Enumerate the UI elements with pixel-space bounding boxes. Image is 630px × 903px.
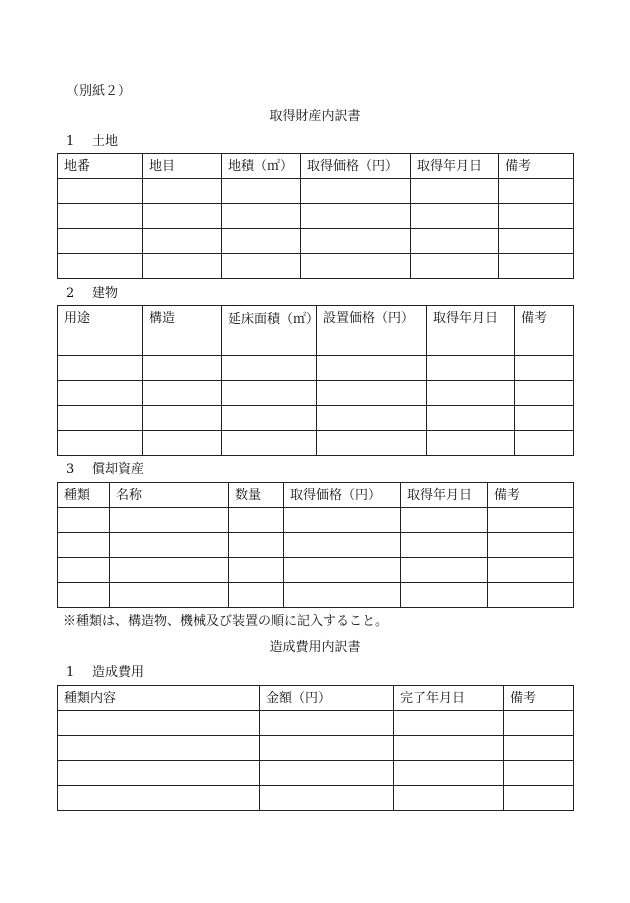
header-cell: 備考 <box>515 306 574 356</box>
section-building-title: 建物 <box>92 286 119 301</box>
table-row <box>58 381 574 406</box>
table-header-row <box>58 686 574 711</box>
table-row <box>58 583 574 608</box>
annex-label: （別紙２） <box>66 84 132 99</box>
header-cell: 種類内容 <box>58 686 260 711</box>
header-cell: 取得価格（円） <box>301 154 411 179</box>
document-title-2: 造成費用内訳書 <box>269 640 361 655</box>
section-land-title: 土地 <box>92 134 119 149</box>
table-row <box>58 179 574 204</box>
header-cell: 種類 <box>58 483 110 508</box>
section-assets-title: 償却資産 <box>92 462 145 477</box>
header-cell: 設置価格（円） <box>317 306 427 356</box>
header-cell: 用途 <box>58 306 143 356</box>
table-row <box>58 736 574 761</box>
section-building-number: 2 <box>66 286 75 301</box>
header-cell: 取得年月日 <box>411 154 499 179</box>
header-cell: 地目 <box>143 154 222 179</box>
table-row <box>58 761 574 786</box>
table-header-row <box>58 154 574 179</box>
header-cell: 金額（円） <box>260 686 394 711</box>
header-cell: 取得価格（円） <box>284 483 401 508</box>
header-cell: 名称 <box>110 483 229 508</box>
table-row <box>58 254 574 279</box>
table-row <box>58 786 574 811</box>
table-row <box>58 204 574 229</box>
header-cell: 構造 <box>143 306 222 356</box>
header-cell: 取得年月日 <box>401 483 488 508</box>
header-cell: 地積（㎡） <box>222 154 301 179</box>
section-land-number: 1 <box>66 134 75 149</box>
section-cost-title: 造成費用 <box>92 665 145 680</box>
table-row <box>58 431 574 456</box>
table-row <box>58 356 574 381</box>
assets-table <box>57 482 574 608</box>
header-cell: 備考 <box>504 686 574 711</box>
document-title: 取得財産内訳書 <box>269 109 361 124</box>
table-header-row <box>58 306 574 356</box>
table-row <box>58 533 574 558</box>
header-cell: 備考 <box>488 483 574 508</box>
header-cell: 備考 <box>499 154 574 179</box>
table-row <box>58 711 574 736</box>
table-row <box>58 229 574 254</box>
header-cell: 完了年月日 <box>394 686 504 711</box>
header-cell: 取得年月日 <box>427 306 515 356</box>
note-text: ※種類は、構造物、機械及び装置の順に記入すること。 <box>63 614 389 629</box>
building-table <box>57 305 574 456</box>
land-table <box>57 153 574 279</box>
header-cell: 数量 <box>229 483 284 508</box>
cost-table <box>57 685 574 811</box>
header-cell: 地番 <box>58 154 143 179</box>
table-header-row <box>58 483 574 508</box>
table-row <box>58 558 574 583</box>
table-row <box>58 406 574 431</box>
section-cost-number: 1 <box>66 665 75 680</box>
section-assets-number: 3 <box>66 462 75 477</box>
header-cell: 延床面積（㎡） <box>222 306 317 356</box>
table-row <box>58 508 574 533</box>
